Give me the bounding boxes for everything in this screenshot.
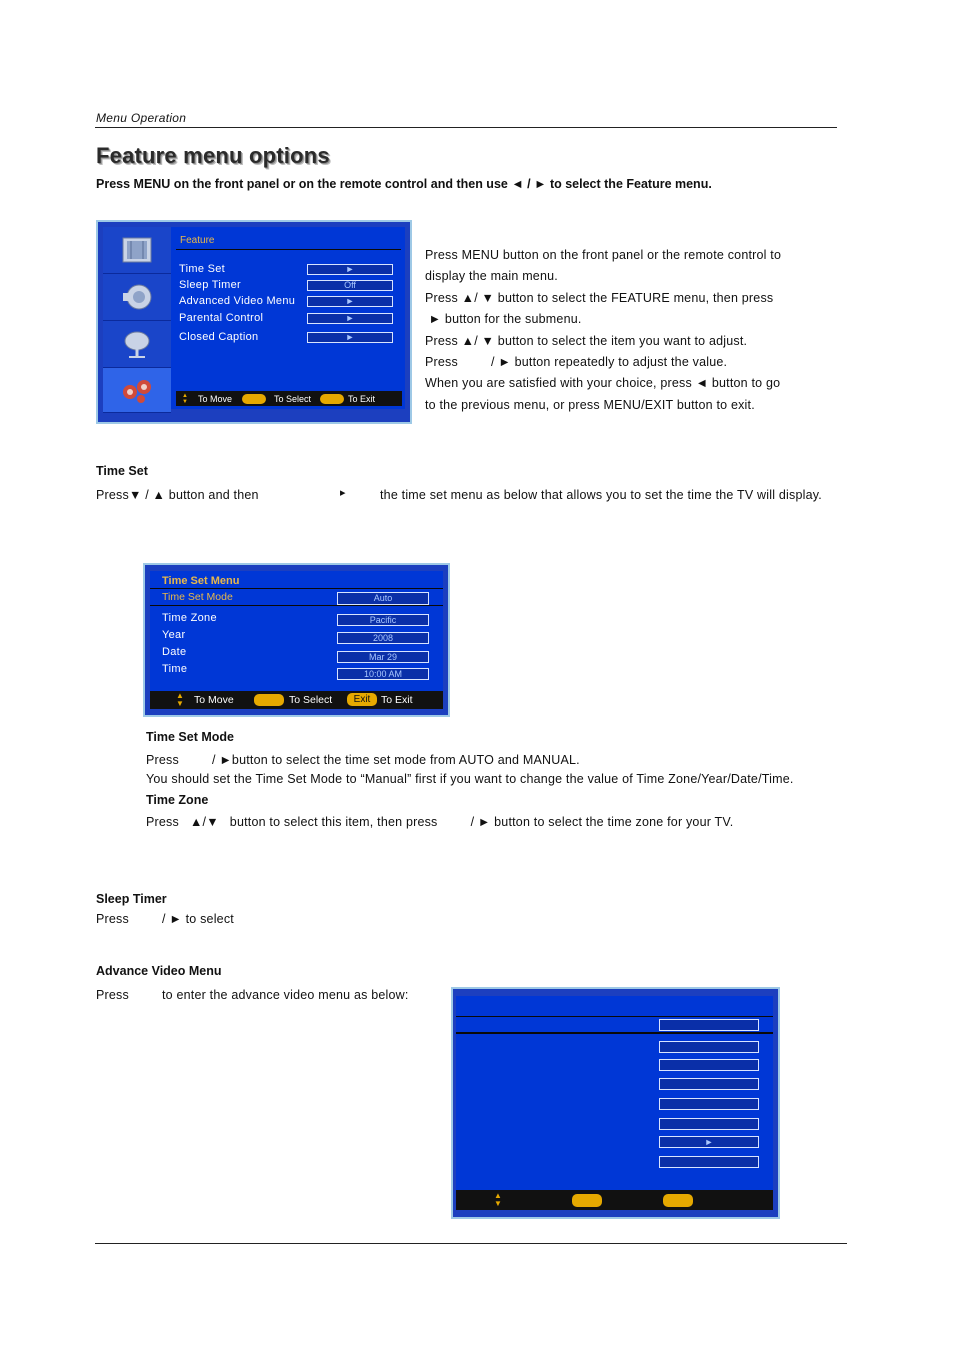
antenna-icon <box>103 321 171 368</box>
exit-key-icon <box>663 1194 693 1207</box>
tsm-year-value: 2008 <box>337 632 429 644</box>
sleep-timer-heading: Sleep Timer <box>96 892 167 906</box>
advance-video-heading: Advance Video Menu <box>96 964 222 978</box>
osd-item-advanced-video[interactable]: Advanced Video Menu <box>179 295 296 307</box>
arrow-right-icon: ▸ <box>340 487 346 499</box>
osd-sidebar <box>103 227 171 409</box>
to-move-label: To Move <box>194 694 234 706</box>
time-set-menu-screenshot <box>143 563 450 717</box>
tsm-mode-label[interactable]: Time Set Mode <box>162 591 233 603</box>
instructions <box>425 245 825 416</box>
advanced-video-menu-screenshot <box>451 987 780 1219</box>
tsm-time-label[interactable]: Time <box>162 663 188 675</box>
up-down-icon: ▲ ▼ <box>494 1191 502 1208</box>
avm-value-box <box>659 1098 759 1110</box>
tsm-mode-value: Auto <box>337 592 429 605</box>
tsm-time-value: 10:00 AM <box>337 668 429 680</box>
avm-value-box <box>659 1059 759 1071</box>
osd-value-box: ► <box>307 264 393 275</box>
section-label: Menu Operation <box>96 111 187 125</box>
exit-key-label: Exit <box>347 693 377 706</box>
avm-value-box <box>659 1078 759 1090</box>
osd-value-box: ► <box>307 313 393 324</box>
intro-text: Press MENU on the front panel or on the remote control and then use ◄ / ► to select the Feature menu. <box>96 177 712 191</box>
osd-help-bar <box>150 691 443 709</box>
osd-item-parental-control[interactable]: Parental Control <box>179 312 264 324</box>
instruction-line: Press / ► button repeatedly to adjust the value. <box>425 355 728 370</box>
header-divider <box>95 127 837 128</box>
tsm-date-value: Mar 29 <box>337 651 429 663</box>
instruction-line: Press ▲/ ▼ button to select the item you want to adjust. <box>425 333 748 348</box>
time-set-mode-heading: Time Set Mode <box>146 730 234 744</box>
osd-divider <box>456 1016 773 1017</box>
osd-help-bar <box>456 1190 773 1210</box>
osd-help-bar <box>176 391 402 406</box>
avm-value-box <box>659 1019 759 1031</box>
instruction-line: to the previous menu, or press MENU/EXIT button to exit. <box>425 397 755 412</box>
gears-icon <box>103 368 171 413</box>
time-set-heading: Time Set <box>96 464 148 478</box>
time-set-mode-line2: You should set the Time Set Mode to “Manual” first if you want to change the value of Time Zone/Year/Date/Time. <box>146 772 794 786</box>
osd-divider <box>150 588 443 589</box>
instruction-line: display the main menu. <box>425 269 558 284</box>
feature-menu-screenshot <box>96 220 412 424</box>
avm-value-box <box>659 1041 759 1053</box>
to-select-label: To Select <box>274 394 312 404</box>
page-title: Feature menu options <box>96 143 330 168</box>
osd-divider <box>150 605 443 606</box>
exit-key-icon <box>320 394 344 404</box>
avm-value-box <box>659 1156 759 1168</box>
menu-key-icon <box>254 694 284 706</box>
instruction-line: ► button for the submenu. <box>425 312 582 327</box>
osd-value-box: Off <box>307 280 393 291</box>
tsm-title: Time Set Menu <box>162 575 240 587</box>
osd-menu-title: Feature <box>180 235 215 246</box>
osd-item-closed-caption[interactable]: Closed Caption <box>179 331 259 343</box>
to-select-label: To Select <box>289 694 333 706</box>
time-set-mode-line1: Press / ►button to select the time set mode from AUTO and MANUAL. <box>146 753 580 767</box>
audio-icon <box>103 274 171 321</box>
osd-divider <box>456 1032 773 1034</box>
to-move-label: To Move <box>198 394 233 404</box>
time-zone-line: Press ▲/▼ button to select this item, then press / ► button to select the time zone for your TV. <box>146 815 734 829</box>
osd-divider <box>176 249 401 250</box>
footer-divider <box>95 1243 847 1244</box>
to-exit-label: To Exit <box>381 694 413 706</box>
avm-value-box: ► <box>659 1136 759 1148</box>
osd-item-time-set[interactable]: Time Set <box>179 263 226 275</box>
time-zone-heading: Time Zone <box>146 793 209 807</box>
advance-video-line: Press to enter the advance video menu as below: <box>96 988 409 1002</box>
tsm-time-zone-value: Pacific <box>337 614 429 626</box>
up-down-icon: ▲ ▼ <box>176 691 184 708</box>
instruction-line: When you are satisfied with your choice, press ◄ button to go <box>425 376 781 391</box>
osd-value-box: ► <box>307 332 393 343</box>
menu-key-icon <box>572 1194 602 1207</box>
osd-item-sleep-timer[interactable]: Sleep Timer <box>179 279 241 291</box>
sleep-timer-line: Press / ► to select <box>96 912 234 926</box>
menu-key-icon <box>242 394 266 404</box>
avm-value-box <box>659 1118 759 1130</box>
up-down-icon: ▲ ▼ <box>182 393 188 405</box>
to-exit-label: To Exit <box>348 394 376 404</box>
time-set-text-right: the time set menu as below that allows you to set the time the TV will display. <box>380 488 822 502</box>
tsm-year-label[interactable]: Year <box>162 629 186 641</box>
instruction-line: Press MENU button on the front panel or the remote control to <box>425 248 782 262</box>
instruction-line: Press ▲/ ▼ button to select the FEATURE menu, then press <box>425 290 774 305</box>
video-icon <box>103 227 171 274</box>
osd-value-box: ► <box>307 296 393 307</box>
tsm-time-zone-label[interactable]: Time Zone <box>162 612 217 624</box>
tsm-date-label[interactable]: Date <box>162 646 187 658</box>
time-set-text-left: Press▼ / ▲ button and then <box>96 488 259 502</box>
